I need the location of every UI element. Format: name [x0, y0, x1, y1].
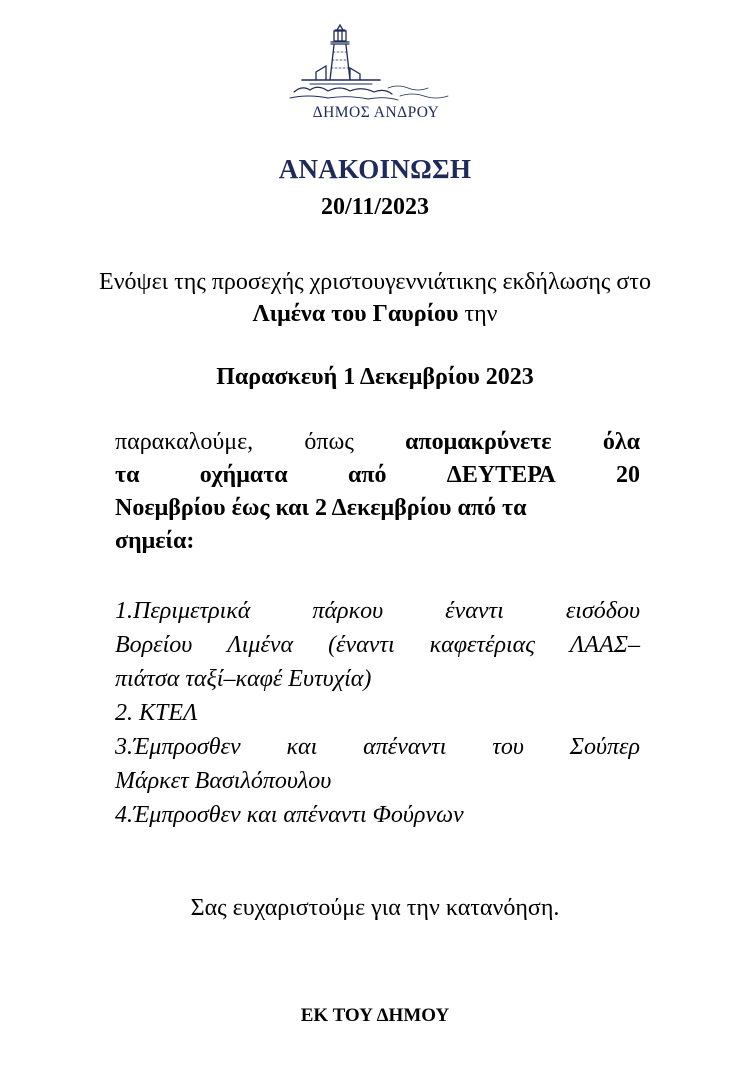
location-word: ΛΑΑΣ– [569, 632, 640, 658]
location-item-1-line-1 [115, 594, 640, 628]
request-line-3: Νοεμβρίου έως και 2 Δεκεμβρίου από τα [115, 495, 527, 521]
location-item-3-line-2: Μάρκετ Βασιλόπουλου [115, 768, 332, 794]
location-word: του [492, 734, 524, 760]
location-item-1-line-3: πιάτσα ταξί–καφέ Ευτυχία) [115, 666, 372, 692]
location-word: εισόδου [565, 598, 640, 624]
request-word: τα [115, 462, 140, 488]
municipality-name: ΔΗΜΟΣ ΑΝΔΡΟΥ [312, 104, 440, 121]
locations-list [115, 594, 640, 832]
location-word: και [286, 734, 318, 760]
request-line-4: σημεία: [115, 528, 195, 554]
intro-place: Λιμένα του Γαυρίου [252, 301, 459, 327]
location-word: (έναντι [328, 632, 395, 658]
location-item-1-line-2 [115, 628, 640, 662]
location-word: 3.Έμπροσθεν [115, 734, 241, 760]
intro-text-2: την [458, 301, 498, 327]
lighthouse-icon [288, 22, 464, 106]
request-word: όλα [602, 429, 640, 455]
thanks-text: Σας ευχαριστούμε για την κατανόηση. [190, 895, 560, 921]
location-word: Βορείου [115, 632, 193, 658]
signature: ΕΚ ΤΟΥ ΔΗΜΟΥ [300, 1005, 450, 1026]
announcement-title: ΑΝΑΚΟΙΝΩΣΗ [278, 154, 472, 184]
announcement-date: 20/11/2023 [320, 194, 429, 220]
request-line-1 [115, 426, 640, 459]
request-word: παρακαλούμε, [115, 429, 254, 455]
request-line-2 [115, 459, 640, 492]
request-paragraph [115, 426, 640, 558]
request-word: όπως [304, 429, 354, 455]
location-word: πάρκου [312, 598, 384, 624]
location-word: Λιμένα [227, 632, 294, 658]
location-word: απέναντι [363, 734, 447, 760]
intro-text-1: Ενόψει της προσεχής χριστουγεννιάτικης εκδήλωσης στο [99, 269, 651, 295]
location-item-4: 4.Έμπροσθεν και απέναντι Φούρνων [115, 802, 464, 828]
event-date: Παρασκευή 1 Δεκεμβρίου 2023 [216, 364, 534, 390]
request-word: από [347, 462, 387, 488]
location-item-3-line-1 [115, 730, 640, 764]
intro-paragraph [60, 266, 690, 330]
location-word: 1.Περιμετρικά [115, 598, 251, 624]
location-word: Σούπερ [569, 734, 640, 760]
request-word: απομακρύνετε [405, 429, 552, 455]
request-word: ΔΕΥΤΕΡΑ [446, 462, 556, 488]
location-item-2: 2. ΚΤΕΛ [115, 700, 198, 726]
municipality-logo [288, 22, 464, 126]
location-word: έναντι [445, 598, 504, 624]
location-word: καφετέριας [429, 632, 535, 658]
request-word: 20 [615, 462, 640, 488]
request-word: οχήματα [199, 462, 288, 488]
